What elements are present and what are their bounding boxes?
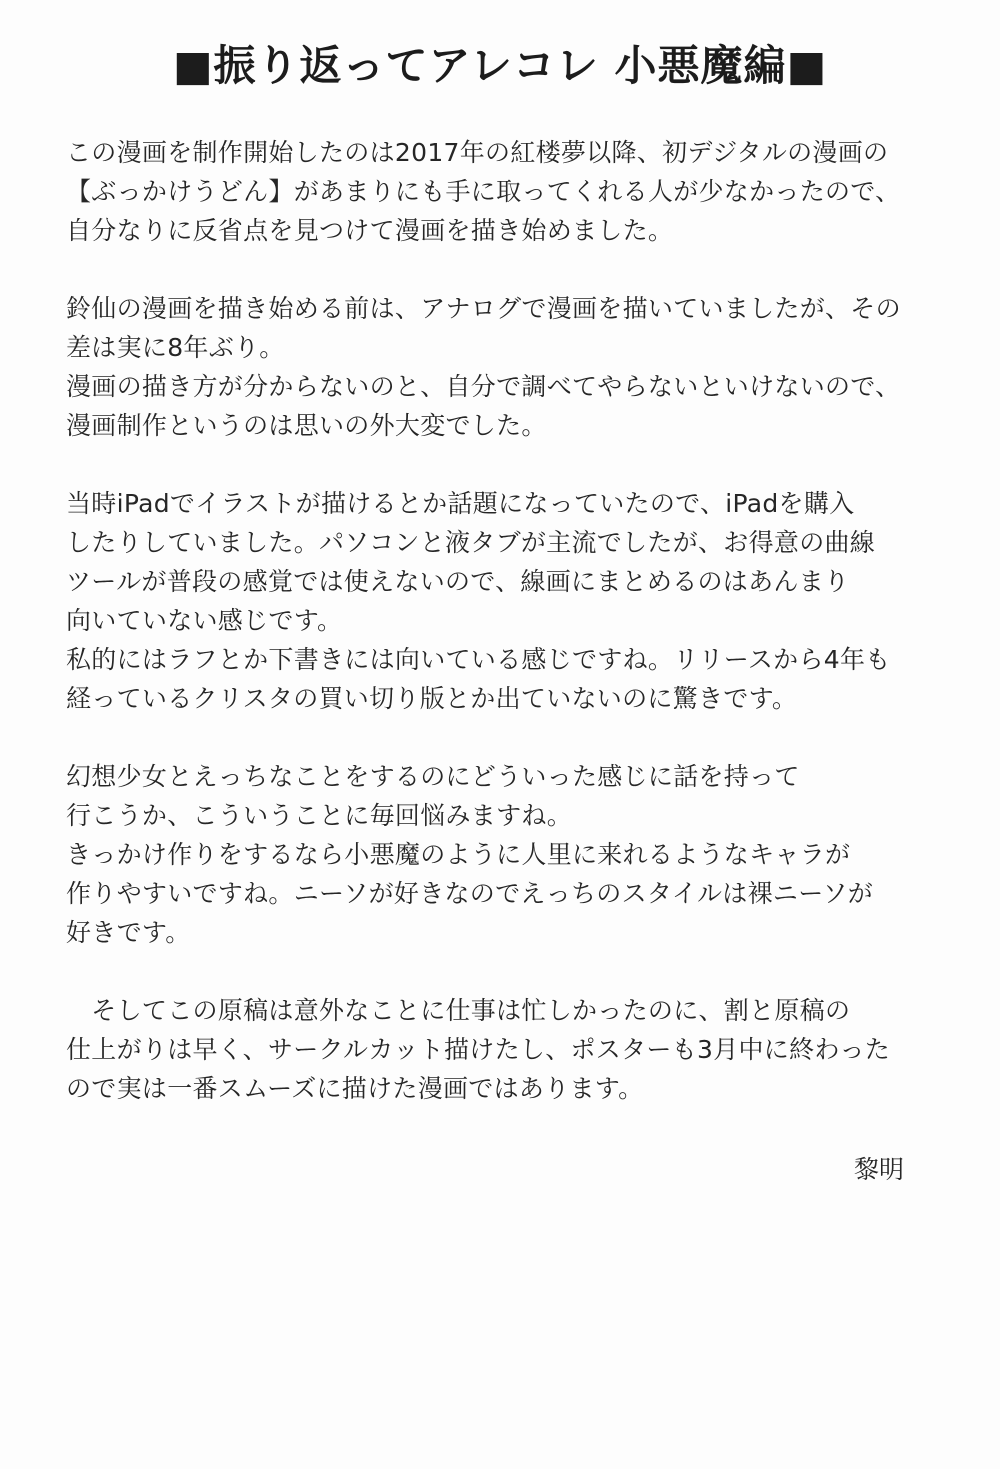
paragraph-1	[66, 133, 936, 250]
text-line: 幻想少女とえっちなことをするのにどういった感じに話を持って	[66, 762, 800, 791]
text-line: 漫画制作というのは思いの外大変でした。	[66, 411, 547, 440]
text-line: 好きです。	[66, 918, 191, 947]
text-line: 私的にはラフとか下書きには向いている感じですね。リリースから4年も	[66, 645, 891, 674]
text-line: この漫画を制作開始したのは2017年の紅楼夢以降、初デジタルの漫画の	[66, 138, 889, 167]
text-line: 向いていない感じです。	[66, 606, 343, 635]
text-line: 行こうか、こういうことに毎回悩みますね。	[66, 801, 573, 830]
paragraph-5	[66, 991, 936, 1108]
text-line: ツールが普段の感覚では使えないので、線画にまとめるのはあんまり	[66, 567, 850, 596]
text-line: 経っているクリスタの買い切り版とか出ていないのに驚きです。	[66, 684, 798, 713]
paragraph-2	[66, 289, 936, 445]
text-line: きっかけ作りをするなら小悪魔のように人里に来れるようなキャラが	[66, 840, 851, 869]
text-line: したりしていました。パソコンと液タブが主流でしたが、お得意の曲線	[66, 528, 876, 557]
text-line: 差は実に8年ぶり。	[66, 333, 285, 362]
text-line: 仕上がりは早く、サークルカット描けたし、ポスターも3月中に終わった	[66, 1035, 891, 1064]
author-signature: 黎明	[853, 1155, 904, 1184]
page-title: ■振り返ってアレコレ 小悪魔編■	[172, 41, 828, 90]
text-line: そしてこの原稿は意外なことに仕事は忙しかったのに、割と原稿の	[66, 996, 851, 1025]
text-line: 当時iPadでイラストが描けるとか話題になっていたので、iPadを購入	[66, 489, 855, 518]
text-line: 自分なりに反省点を見つけて漫画を描き始めました。	[66, 216, 674, 245]
paragraph-3	[66, 484, 936, 718]
text-line: 漫画の描き方が分からないのと、自分で調べてやらないといけないので、	[66, 372, 901, 401]
text-line: ので実は一番スムーズに描けた漫画ではあります。	[66, 1074, 644, 1103]
text-line: 【ぶっかけうどん】があまりにも手に取ってくれる人が少なかったので、	[66, 177, 901, 206]
body-text	[66, 133, 936, 1147]
text-line: 鈴仙の漫画を描き始める前は、アナログで漫画を描いていましたが、その	[66, 294, 901, 323]
text-line: 作りやすいですね。ニーソが好きなのでえっちのスタイルは裸ニーソが	[66, 879, 874, 908]
paragraph-4	[66, 757, 936, 952]
